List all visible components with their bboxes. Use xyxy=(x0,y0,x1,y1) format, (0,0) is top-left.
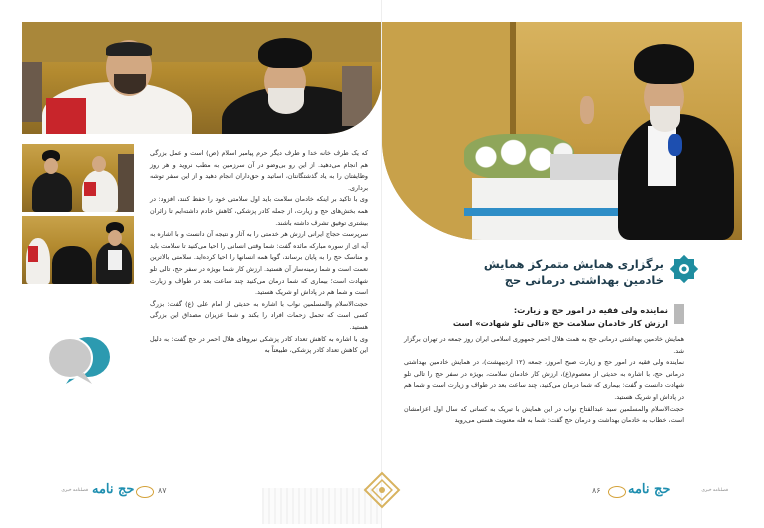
man-hair xyxy=(106,42,152,56)
photo1-bg xyxy=(118,154,134,212)
right-article-body xyxy=(404,334,684,427)
left-paragraph: وی با تاکید بر اینکه خادمان سلامت باید اول سلامتی خود را حفظ کنند، افزود: در همه بخش‌های حج و زیارت، از جمله کادر پزشکی، کاهش خادم داشته‌ایم تا زائران بیشتری توفیق تشرف داشته باشند. xyxy=(150,195,368,227)
uniform-red-panel xyxy=(46,98,86,134)
footer-ornament-right xyxy=(608,486,626,498)
footer-logo-right: حج نامه xyxy=(628,482,671,497)
title-line-1: برگزاری همایش متمرکز همایش xyxy=(483,257,664,271)
page-number-left: ۸۷ xyxy=(158,486,167,495)
speaker-robe xyxy=(618,114,734,240)
speech-bubbles-icon xyxy=(44,334,112,386)
group-photo xyxy=(22,22,382,134)
subheading-marker xyxy=(674,304,684,324)
microphone xyxy=(668,134,682,156)
page-number-right: ۸۶ xyxy=(592,486,601,495)
right-paragraph: همایش خادمین بهداشتی درمانی حج به همت هلال احمر جمهوری اسلامی ایران روز جمعه در تهران برگزار شد. xyxy=(404,335,684,355)
article-title xyxy=(483,256,664,288)
small-photo-2 xyxy=(22,216,134,284)
left-paragraph: حجت‌الاسلام والمسلمین نواب با اشاره به حدیثی از امام علی (ع) گفت: بزرگ کسی است که تحمل زحمات افراد را بکند و شما عزیزان مصداق این بزرگی هستید. xyxy=(150,299,368,331)
subheading-line-2: ارزش کار خادمان سلامت حج «تالی تلو شهادت» است xyxy=(452,318,668,328)
speaker-turban xyxy=(634,44,694,84)
subheading-line-1: نماینده ولی فقیه در امور حج و زیارت: xyxy=(513,305,668,315)
photo2-red-left xyxy=(28,246,38,262)
man-beard xyxy=(114,74,146,94)
right-paragraph: حجت‌الاسلام والمسلمین سید عبدالفتاح نواب در این همایش با تبریک به کسانی که سال اول اعزامشان است، خطاب به خادمان بهداشت و درمان حج گفت: شما به قله معنویت هستی می‌روید xyxy=(404,404,684,425)
title-line-2: خادمین بهداشتی درمانی حج xyxy=(504,273,664,287)
cleric-turban xyxy=(258,38,312,68)
right-page xyxy=(382,0,764,528)
photo1-cleric xyxy=(32,172,72,212)
cleric-beard xyxy=(268,88,304,114)
speaker-hand xyxy=(580,96,594,124)
right-paragraph: نماینده ولی فقیه در امور حج و زیارت صبح امروز، جمعه (۱۲ اردیبهشت)، در همایش خادمین بهداشتی درمانی حج، با اشاره به حدیثی از معصوم(ع)، ارزش کار خادمان سلامت، بویژه در سفر حج را تالی تلو شهادت دانست و گفت: بیماری که شما درمان می‌کنید، چند ساعت بعد در طواف و زیارت است و شما هم در پاداش او شریک هستید. xyxy=(404,358,685,401)
footer-ornament-left xyxy=(136,486,154,498)
footer-caption-left: فصلنامه خبری xyxy=(61,488,88,493)
photo1-red xyxy=(84,182,96,196)
bg-person-right xyxy=(342,66,372,126)
photo2-chador xyxy=(52,246,92,284)
footer-caption-right: فصلنامه خبری xyxy=(701,488,728,493)
small-photo-1 xyxy=(22,144,134,212)
subheading xyxy=(422,304,668,330)
speaker-photo xyxy=(382,22,742,240)
hall-wall xyxy=(22,22,382,62)
center-diamond-ornament xyxy=(362,470,402,510)
left-paragraph: سرپرست حجاج ایرانی ارزش هر خدمتی را به آثار و نتیجه آن دانست و با اشاره به آیه ای از سوره مبارکه مائده گفت: شما وقتی انسانی را احیا می‌کنید تا سلامت باید و مناسک حج را به پایان برساند، گویا همه انسانها را احیا کرده‌اید. سلامتی بالاترین نعمت است و شما زمینه‌ساز آن هستید. ارزش کار شما بویژه در سفر حج، تالی تلو شهادت است؛ بیماری که شما درمان می‌کنید چند ساعت بعد در طواف و زیارت است و شما هم در پاداش او شریک هستید. xyxy=(150,230,368,297)
star-emblem-icon xyxy=(669,254,699,284)
photo1-man-head xyxy=(92,156,106,172)
bg-person xyxy=(22,62,42,122)
footer-logo-left: حج نامه xyxy=(92,482,135,497)
speaker-beard xyxy=(650,106,680,132)
photo1-head xyxy=(44,158,58,174)
left-paragraph: وی با اشاره به کاهش تعداد کادر پزشکی نیروهای هلال احمر در حج گفت: به دلیل این کاهش تعداد کادر پزشکی، طبیعتاً به xyxy=(150,334,368,355)
left-paragraph: که یک طرف خانه خدا و طرف دیگر حرم پیامبر اسلام (ص) است و عمل بزرگی هم انجام می‌دهید. از این رو بی‌وضو در آن سرزمین به مطب نروید و هر روز وظایفتان را به یاد گذشتگانتان، اساتید و حق‌داران انجام دهید و از این سفر توشه برداری. xyxy=(150,149,368,192)
photo2-shirt xyxy=(108,250,122,270)
photo2-head xyxy=(108,230,122,246)
left-article-body xyxy=(150,148,368,357)
